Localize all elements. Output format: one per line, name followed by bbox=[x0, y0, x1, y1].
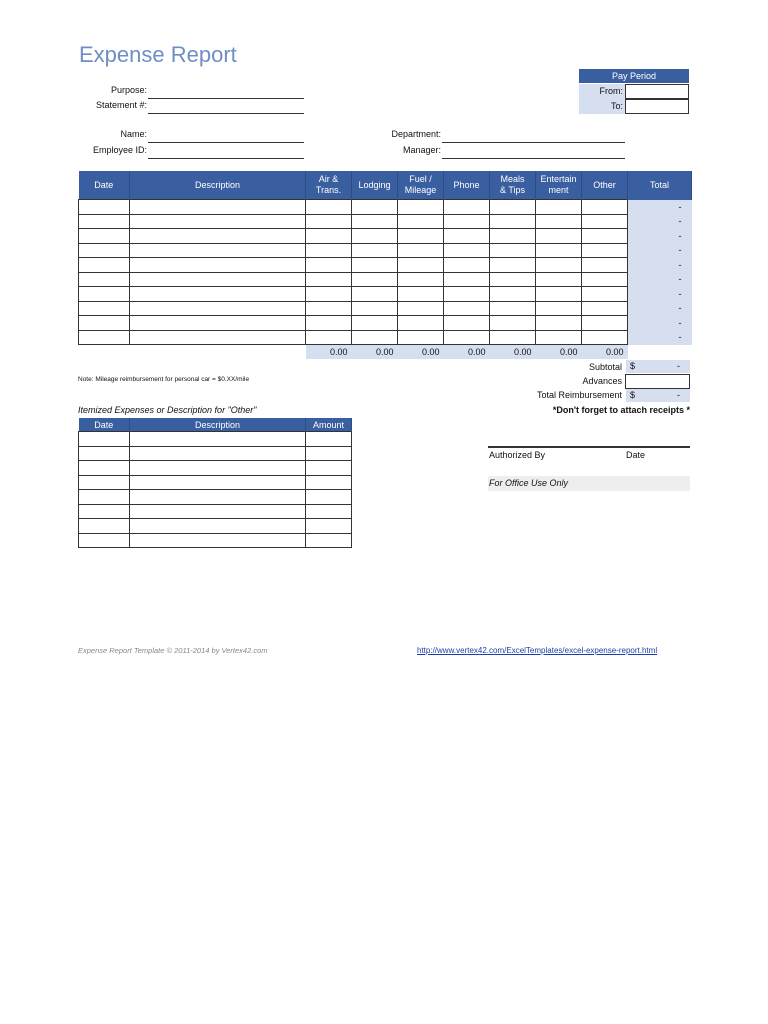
mileage-note: Note: Mileage reimbursement for personal car = $0.XX/mile bbox=[78, 376, 250, 383]
expense-cell[interactable] bbox=[130, 272, 306, 287]
page-title: Expense Report bbox=[79, 42, 237, 67]
expense-cell[interactable] bbox=[130, 258, 306, 273]
expense-cell[interactable] bbox=[536, 214, 582, 229]
itemized-row bbox=[79, 533, 352, 548]
date-label: Date bbox=[626, 450, 646, 460]
expense-cell[interactable] bbox=[582, 258, 628, 273]
to-label: To: bbox=[579, 99, 625, 114]
to-field[interactable] bbox=[625, 99, 689, 114]
purpose-field[interactable] bbox=[148, 86, 304, 99]
expense-cell[interactable] bbox=[306, 258, 352, 273]
total-reimbursement-label: Total Reimbursement bbox=[536, 390, 622, 400]
itemized-row bbox=[79, 504, 352, 519]
total-lodging: 0.00 bbox=[352, 345, 398, 360]
manager-label: Manager: bbox=[402, 145, 441, 155]
itemized-cell[interactable] bbox=[130, 519, 306, 534]
itemized-cell[interactable] bbox=[306, 475, 352, 490]
expense-cell[interactable] bbox=[536, 316, 582, 331]
expense-cell[interactable] bbox=[79, 287, 130, 302]
total-fuel: 0.00 bbox=[398, 345, 444, 360]
subtotal-label: Subtotal bbox=[588, 362, 622, 372]
expense-cell[interactable] bbox=[444, 258, 490, 273]
itemized-cell[interactable] bbox=[79, 432, 130, 447]
expense-cell[interactable] bbox=[582, 229, 628, 244]
expense-cell[interactable] bbox=[352, 330, 398, 345]
name-field[interactable] bbox=[148, 130, 304, 143]
itemized-row bbox=[79, 475, 352, 490]
expense-row bbox=[79, 258, 692, 273]
total-other: 0.00 bbox=[582, 345, 628, 360]
row-total: - bbox=[628, 214, 692, 229]
expense-cell[interactable] bbox=[79, 214, 130, 229]
expense-cell[interactable] bbox=[444, 214, 490, 229]
expense-cell[interactable] bbox=[536, 287, 582, 302]
expense-cell[interactable] bbox=[398, 200, 444, 215]
pay-period-from-row bbox=[579, 84, 689, 99]
expense-cell[interactable] bbox=[444, 301, 490, 316]
expense-cell[interactable] bbox=[490, 229, 536, 244]
itemized-cell[interactable] bbox=[79, 490, 130, 505]
expense-cell[interactable] bbox=[582, 272, 628, 287]
purpose-label: Purpose: bbox=[110, 85, 147, 95]
itemized-cell[interactable] bbox=[306, 519, 352, 534]
authorized-by-label: Authorized By bbox=[489, 450, 546, 460]
itemized-cell[interactable] bbox=[130, 475, 306, 490]
expense-row bbox=[79, 243, 692, 258]
itemized-row bbox=[79, 461, 352, 476]
expense-cell[interactable] bbox=[398, 214, 444, 229]
expense-cell[interactable] bbox=[536, 330, 582, 345]
col-phone: Phone bbox=[444, 171, 490, 200]
expense-cell[interactable] bbox=[490, 316, 536, 331]
expense-cell[interactable] bbox=[582, 330, 628, 345]
itemized-row bbox=[79, 519, 352, 534]
employee-id-field[interactable] bbox=[148, 146, 304, 159]
total-value: - bbox=[677, 390, 680, 400]
expense-cell[interactable] bbox=[306, 316, 352, 331]
expense-cell[interactable] bbox=[490, 214, 536, 229]
expense-cell[interactable] bbox=[444, 272, 490, 287]
row-total: - bbox=[628, 272, 692, 287]
itemized-cell[interactable] bbox=[306, 432, 352, 447]
itemized-cell[interactable] bbox=[306, 461, 352, 476]
expense-cell[interactable] bbox=[490, 243, 536, 258]
subtotal-value: - bbox=[677, 361, 680, 371]
expense-cell[interactable] bbox=[536, 301, 582, 316]
itemized-cell[interactable] bbox=[130, 504, 306, 519]
expense-cell[interactable] bbox=[306, 287, 352, 302]
col-description: Description bbox=[130, 171, 306, 200]
from-label: From: bbox=[579, 84, 625, 99]
expense-row bbox=[79, 301, 692, 316]
expense-header-row bbox=[79, 171, 692, 200]
expense-cell[interactable] bbox=[352, 243, 398, 258]
itemized-cell[interactable] bbox=[130, 446, 306, 461]
row-total: - bbox=[628, 200, 692, 215]
row-total: - bbox=[628, 258, 692, 273]
expense-row bbox=[79, 287, 692, 302]
expense-cell[interactable] bbox=[79, 316, 130, 331]
expense-cell[interactable] bbox=[306, 301, 352, 316]
expense-cell[interactable] bbox=[79, 229, 130, 244]
expense-cell[interactable] bbox=[79, 330, 130, 345]
advances-label: Advances bbox=[582, 376, 622, 386]
expense-cell[interactable] bbox=[490, 200, 536, 215]
expense-cell[interactable] bbox=[306, 200, 352, 215]
itemized-header-row bbox=[79, 418, 352, 432]
itemized-col-description: Description bbox=[130, 418, 306, 432]
expense-row bbox=[79, 316, 692, 331]
expense-cell[interactable] bbox=[130, 330, 306, 345]
itemized-cell[interactable] bbox=[79, 533, 130, 548]
expense-cell[interactable] bbox=[130, 243, 306, 258]
employee-id-label: Employee ID: bbox=[92, 145, 147, 155]
expense-cell[interactable] bbox=[490, 301, 536, 316]
col-total: Total bbox=[628, 171, 692, 200]
expense-cell[interactable] bbox=[536, 272, 582, 287]
itemized-heading: Itemized Expenses or Description for "Other" bbox=[78, 405, 257, 415]
expense-cell[interactable] bbox=[306, 229, 352, 244]
expense-cell[interactable] bbox=[582, 214, 628, 229]
expense-cell[interactable] bbox=[352, 316, 398, 331]
footer-link[interactable]: http://www.vertex42.com/ExcelTemplates/excel-expense-report.html bbox=[417, 646, 658, 655]
footer-copyright: Expense Report Template © 2011-2014 by Vertex42.com bbox=[78, 646, 268, 655]
expense-cell[interactable] bbox=[352, 272, 398, 287]
expense-cell[interactable] bbox=[398, 229, 444, 244]
expense-cell[interactable] bbox=[130, 229, 306, 244]
expense-cell[interactable] bbox=[306, 214, 352, 229]
expense-cell[interactable] bbox=[536, 229, 582, 244]
expense-cell[interactable] bbox=[306, 330, 352, 345]
col-other: Other bbox=[582, 171, 628, 200]
subtotal-currency: $ bbox=[630, 361, 636, 371]
itemized-col-amount: Amount bbox=[306, 418, 352, 432]
from-field[interactable] bbox=[625, 84, 689, 99]
itemized-cell[interactable] bbox=[79, 504, 130, 519]
name-label: Name: bbox=[120, 129, 147, 139]
expense-cell[interactable] bbox=[490, 330, 536, 345]
itemized-row bbox=[79, 446, 352, 461]
expense-cell[interactable] bbox=[352, 214, 398, 229]
total-air-trans: 0.00 bbox=[306, 345, 352, 360]
statement-label: Statement #: bbox=[95, 100, 147, 110]
expense-row bbox=[79, 229, 692, 244]
total-phone: 0.00 bbox=[444, 345, 490, 360]
col-fuel-mileage: Fuel / Mileage bbox=[398, 171, 444, 200]
expense-cell[interactable] bbox=[79, 272, 130, 287]
subtotal-box bbox=[626, 360, 690, 373]
itemized-cell[interactable] bbox=[130, 533, 306, 548]
expense-row bbox=[79, 200, 692, 215]
expense-cell[interactable] bbox=[398, 330, 444, 345]
itemized-cell[interactable] bbox=[306, 446, 352, 461]
expense-cell[interactable] bbox=[398, 243, 444, 258]
expense-cell[interactable] bbox=[79, 301, 130, 316]
expense-cell[interactable] bbox=[444, 316, 490, 331]
expense-cell[interactable] bbox=[490, 258, 536, 273]
expense-cell[interactable] bbox=[398, 316, 444, 331]
col-meals-tips: Meals & Tips bbox=[490, 171, 536, 200]
expense-cell[interactable] bbox=[536, 243, 582, 258]
col-air-trans: Air & Trans. bbox=[306, 171, 352, 200]
expense-cell[interactable] bbox=[536, 200, 582, 215]
row-total: - bbox=[628, 243, 692, 258]
itemized-cell[interactable] bbox=[79, 461, 130, 476]
expense-cell[interactable] bbox=[444, 287, 490, 302]
column-totals-row bbox=[79, 345, 692, 360]
expense-cell[interactable] bbox=[306, 243, 352, 258]
expense-table bbox=[78, 171, 692, 359]
expense-cell[interactable] bbox=[130, 287, 306, 302]
expense-cell[interactable] bbox=[398, 258, 444, 273]
expense-row bbox=[79, 272, 692, 287]
expense-cell[interactable] bbox=[490, 272, 536, 287]
expense-cell[interactable] bbox=[130, 200, 306, 215]
itemized-cell[interactable] bbox=[130, 461, 306, 476]
authorization-line bbox=[488, 446, 690, 448]
expense-cell[interactable] bbox=[352, 229, 398, 244]
manager-field[interactable] bbox=[442, 146, 625, 159]
expense-cell[interactable] bbox=[398, 287, 444, 302]
itemized-cell[interactable] bbox=[79, 446, 130, 461]
row-total: - bbox=[628, 229, 692, 244]
expense-cell[interactable] bbox=[352, 258, 398, 273]
itemized-table bbox=[78, 418, 352, 548]
col-lodging: Lodging bbox=[352, 171, 398, 200]
expense-cell[interactable] bbox=[79, 200, 130, 215]
expense-cell[interactable] bbox=[444, 200, 490, 215]
itemized-cell[interactable] bbox=[306, 533, 352, 548]
advances-field[interactable] bbox=[625, 374, 690, 389]
expense-cell[interactable] bbox=[79, 243, 130, 258]
expense-cell[interactable] bbox=[398, 272, 444, 287]
total-reimbursement-box bbox=[626, 389, 690, 402]
pay-period-header: Pay Period bbox=[579, 69, 689, 83]
col-entertainment: Entertain ment bbox=[536, 171, 582, 200]
itemized-cell[interactable] bbox=[79, 519, 130, 534]
row-total: - bbox=[628, 301, 692, 316]
pay-period-to-row bbox=[579, 99, 689, 114]
itemized-cell[interactable] bbox=[79, 475, 130, 490]
expense-cell[interactable] bbox=[306, 272, 352, 287]
total-currency: $ bbox=[630, 390, 636, 400]
col-date: Date bbox=[79, 171, 130, 200]
itemized-cell[interactable] bbox=[306, 504, 352, 519]
itemized-cell[interactable] bbox=[130, 490, 306, 505]
itemized-row bbox=[79, 490, 352, 505]
expense-cell[interactable] bbox=[582, 301, 628, 316]
itemized-cell[interactable] bbox=[130, 432, 306, 447]
expense-cell[interactable] bbox=[79, 258, 130, 273]
itemized-row bbox=[79, 432, 352, 447]
expense-cell[interactable] bbox=[444, 229, 490, 244]
expense-cell[interactable] bbox=[582, 287, 628, 302]
total-meals: 0.00 bbox=[490, 345, 536, 360]
row-total: - bbox=[628, 330, 692, 345]
itemized-col-date: Date bbox=[79, 418, 130, 432]
expense-cell[interactable] bbox=[536, 258, 582, 273]
expense-cell[interactable] bbox=[352, 287, 398, 302]
office-use-label: For Office Use Only bbox=[488, 476, 690, 491]
expense-cell[interactable] bbox=[582, 316, 628, 331]
expense-cell[interactable] bbox=[352, 301, 398, 316]
statement-field[interactable] bbox=[148, 101, 304, 114]
department-label: Department: bbox=[391, 129, 441, 139]
row-total: - bbox=[628, 316, 692, 331]
expense-cell[interactable] bbox=[582, 200, 628, 215]
expense-cell[interactable] bbox=[130, 316, 306, 331]
expense-cell[interactable] bbox=[130, 301, 306, 316]
itemized-cell[interactable] bbox=[306, 490, 352, 505]
expense-row bbox=[79, 330, 692, 345]
expense-cell[interactable] bbox=[444, 243, 490, 258]
expense-row bbox=[79, 214, 692, 229]
receipts-note: *Don't forget to attach receipts * bbox=[552, 405, 690, 415]
department-field[interactable] bbox=[442, 130, 625, 143]
total-entertainment: 0.00 bbox=[536, 345, 582, 360]
expense-cell[interactable] bbox=[352, 200, 398, 215]
expense-cell[interactable] bbox=[398, 301, 444, 316]
expense-cell[interactable] bbox=[130, 214, 306, 229]
expense-cell[interactable] bbox=[490, 287, 536, 302]
row-total: - bbox=[628, 287, 692, 302]
expense-cell[interactable] bbox=[444, 330, 490, 345]
expense-cell[interactable] bbox=[582, 243, 628, 258]
